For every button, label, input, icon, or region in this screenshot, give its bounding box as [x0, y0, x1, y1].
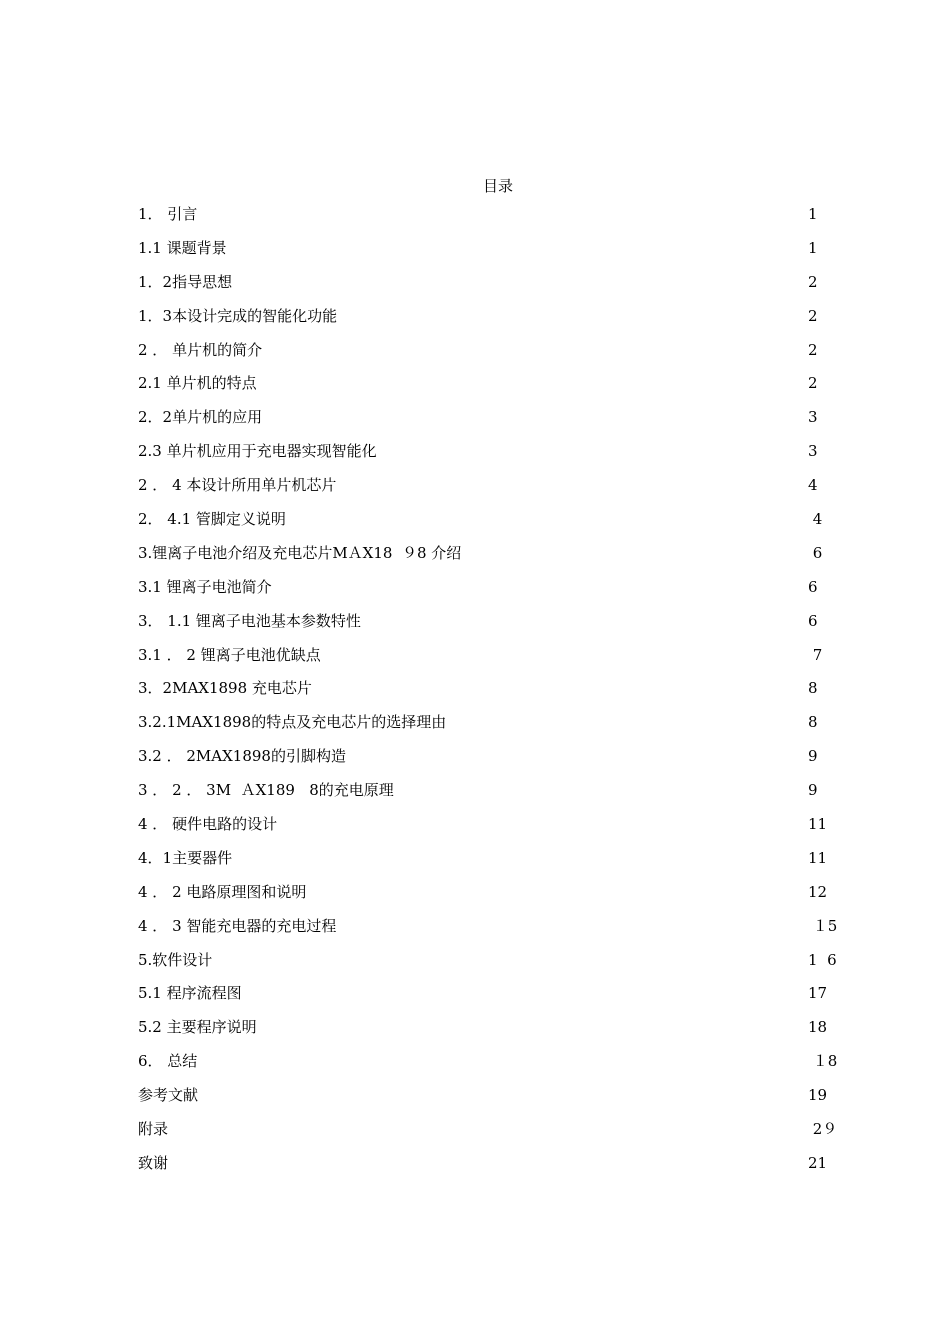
- toc-entry-label: 3.2.1MAX1898的特点及充电芯片的选择理由: [138, 713, 447, 732]
- toc-entry-page: 8: [808, 679, 818, 698]
- toc-entry: [0, 607, 950, 641]
- toc-entry-page: 19: [808, 1086, 828, 1105]
- toc-entry-label: 4 ． 3 智能充电器的充电过程: [138, 916, 337, 935]
- toc-entry-page: 7: [808, 645, 823, 664]
- toc-entry-label: 3.1 锂离子电池简介: [138, 577, 272, 596]
- toc-entry-page: 11: [808, 815, 828, 834]
- toc-entry-page: 1 6: [808, 950, 837, 969]
- toc-entry-page: 4: [808, 510, 823, 529]
- toc-entry-label: 5.1 程序流程图: [138, 984, 242, 1003]
- toc-entry-page: １5: [808, 916, 838, 935]
- toc-list: [0, 200, 950, 1183]
- toc-entry: [0, 641, 950, 675]
- toc-entry: [0, 912, 950, 946]
- toc-entry-page: 2: [808, 374, 818, 393]
- toc-entry-label: 4．1主要器件: [138, 848, 233, 867]
- toc-entry-label: 3．2MAX1898 充电芯片: [138, 679, 312, 698]
- toc-entry-label: 6． 总结: [138, 1052, 198, 1071]
- toc-entry: [0, 674, 950, 708]
- toc-entry-label: 2.3 单片机应用于充电器实现智能化: [138, 442, 377, 461]
- toc-entry-page: 18: [808, 1018, 828, 1037]
- toc-entry-label: 3.2 ． 2MAX1898的引脚构造: [138, 747, 346, 766]
- toc-entry-page: 1: [808, 238, 818, 257]
- toc-entry-label: 2.1 单片机的特点: [138, 374, 257, 393]
- toc-entry-label: 2 ． 4 本设计所用单片机芯片: [138, 476, 337, 495]
- toc-entry: [0, 336, 950, 370]
- toc-entry: [0, 1115, 950, 1149]
- toc-entry: [0, 708, 950, 742]
- toc-entry: [0, 979, 950, 1013]
- toc-entry: [0, 505, 950, 539]
- toc-entry-label: 2．2单片机的应用: [138, 408, 263, 427]
- toc-entry-label: 3． 1.1 锂离子电池基本参数特性: [138, 611, 361, 630]
- toc-entry-page: 8: [808, 713, 818, 732]
- toc-entry: [0, 844, 950, 878]
- toc-entry: [0, 234, 950, 268]
- toc-entry-label: 参考文献: [138, 1086, 199, 1105]
- toc-entry-page: 6: [808, 611, 818, 630]
- toc-entry: [0, 810, 950, 844]
- toc-entry-page: 2: [808, 272, 818, 291]
- toc-entry: [0, 573, 950, 607]
- toc-entry-page: 3: [808, 408, 818, 427]
- toc-entry: [0, 1081, 950, 1115]
- toc-entry: [0, 471, 950, 505]
- toc-entry-page: 21: [808, 1153, 828, 1172]
- toc-entry-label: 1．2指导思想: [138, 272, 233, 291]
- toc-entry: [0, 268, 950, 302]
- toc-entry-label: 3 ． 2 ． 3M ＡX189 8的充电原理: [138, 781, 394, 800]
- toc-entry-label: 1．3本设计完成的智能化功能: [138, 306, 338, 325]
- toc-entry: [0, 878, 950, 912]
- toc-entry-page: 9: [808, 747, 818, 766]
- toc-entry: [0, 946, 950, 980]
- toc-entry-label: 致谢: [138, 1153, 169, 1172]
- toc-entry: [0, 403, 950, 437]
- toc-entry-label: 3.1 ． 2 锂离子电池优缺点: [138, 645, 321, 664]
- toc-entry-label: 4 ． 2 电路原理图和说明: [138, 882, 307, 901]
- toc-entry-page: １8: [808, 1052, 838, 1071]
- toc-entry: [0, 742, 950, 776]
- toc-entry-page: 2: [808, 306, 818, 325]
- toc-entry-label: 3.锂离子电池介绍及充电芯片MＡX18 ９8 介绍: [138, 543, 462, 562]
- toc-entry: [0, 776, 950, 810]
- toc-entry: [0, 539, 950, 573]
- toc-entry-page: 4: [808, 476, 818, 495]
- toc-entry-label: 5.软件设计: [138, 950, 213, 969]
- toc-entry-page: 2: [808, 340, 818, 359]
- toc-entry-label: 2． 4.1 管脚定义说明: [138, 510, 286, 529]
- toc-entry: [0, 1149, 950, 1183]
- toc-entry-label: 1． 引言: [138, 205, 198, 223]
- toc-entry: [0, 369, 950, 403]
- toc-entry-page: 6: [808, 577, 818, 596]
- toc-entry: [0, 1013, 950, 1047]
- toc-entry-label: 2 ． 单片机的简介: [138, 340, 263, 359]
- toc-entry: [0, 437, 950, 471]
- toc-entry-label: 附录: [138, 1120, 169, 1139]
- toc-entry: [0, 1047, 950, 1081]
- toc-entry-label: 4 ． 硬件电路的设计: [138, 815, 278, 834]
- toc-entry: [0, 302, 950, 336]
- toc-entry-page: 9: [808, 781, 818, 800]
- toc-title: 目录: [482, 177, 513, 195]
- toc-entry-label: 1.1 课题背景: [138, 238, 227, 257]
- toc-entry-page: 12: [808, 882, 828, 901]
- toc-entry-page: 1: [808, 205, 818, 223]
- toc-entry-page: 3: [808, 442, 818, 461]
- toc-entry-label: 5.2 主要程序说明: [138, 1018, 257, 1037]
- toc-entry-page: 17: [808, 984, 828, 1003]
- toc-entry-page: 11: [808, 848, 828, 867]
- toc-entry: [0, 200, 950, 234]
- toc-entry-page: 6: [808, 543, 823, 562]
- toc-entry-page: 2９: [808, 1120, 838, 1139]
